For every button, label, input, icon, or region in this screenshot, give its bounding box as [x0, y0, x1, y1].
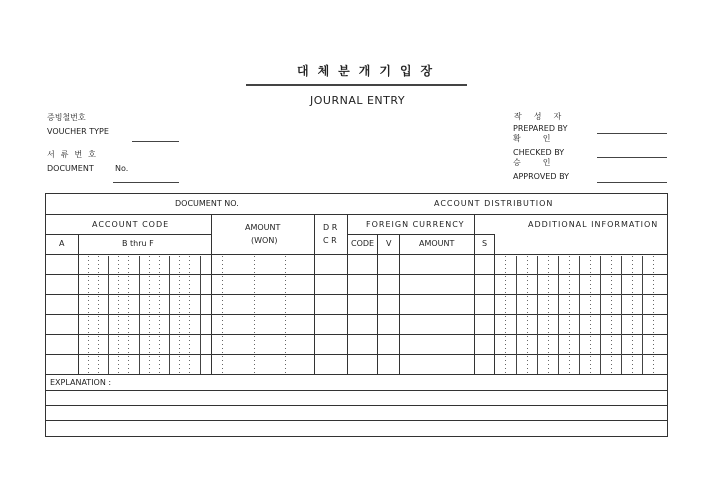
form-title-korean: 대체분개기입장: [297, 64, 442, 78]
fc-amount-header: AMOUNT: [419, 239, 455, 248]
debit-header: D R: [323, 223, 338, 232]
approve-label-korean: 승인: [513, 158, 573, 167]
explanation-label: EXPLANATION :: [50, 378, 112, 387]
account-distribution-header: ACCOUNT DISTRIBUTION: [434, 199, 554, 208]
confirm-label-korean: 확인: [513, 134, 573, 143]
won-header: (WON): [251, 236, 278, 245]
foreign-currency-header: FOREIGN CURRENCY: [366, 220, 465, 229]
prepared-by-label: PREPARED BY: [513, 124, 568, 133]
col-b-thru-f-header: B thru F: [122, 239, 154, 248]
fc-code-header: CODE: [351, 239, 375, 248]
form-title-english: JOURNAL ENTRY: [310, 94, 406, 107]
credit-header: C R: [323, 236, 337, 245]
document-no-header: DOCUMENT NO.: [175, 199, 239, 208]
approved-by-label: APPROVED BY: [513, 172, 570, 181]
account-code-header: ACCOUNT CODE: [92, 220, 170, 229]
voucher-label-korean: 증빙철번호: [47, 113, 86, 122]
document-label-korean: 서류번호: [47, 150, 102, 159]
col-a-header: A: [59, 239, 65, 248]
checked-by-label: CHECKED BY: [513, 148, 565, 157]
voucher-type-label: VOUCHER TYPE: [47, 127, 109, 136]
document-label: DOCUMENT: [47, 164, 94, 173]
writer-label-korean: 작성자: [514, 112, 574, 121]
additional-information-header: ADDITIONAL INFORMATION: [528, 220, 659, 229]
amount-header: AMOUNT: [245, 223, 281, 232]
document-no-label: No.: [115, 164, 129, 173]
col-s-header: S: [482, 239, 488, 248]
fc-v-header: V: [386, 239, 392, 248]
